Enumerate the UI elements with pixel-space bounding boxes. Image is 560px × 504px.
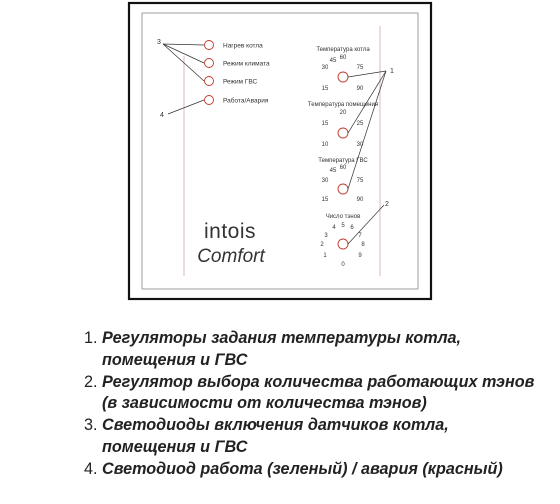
- callout-label: 1: [390, 68, 394, 75]
- legend-item: [66, 415, 536, 459]
- dial-tick: 20: [339, 110, 347, 116]
- dial-boiler-temp: [316, 47, 370, 92]
- dial-tick: 15: [321, 197, 329, 203]
- dial-knob: [338, 239, 348, 249]
- dial-tick: 7: [358, 233, 362, 239]
- callout-label: 3: [157, 39, 161, 46]
- legend-number: 2.: [84, 372, 98, 391]
- inner-panel: [142, 13, 418, 289]
- dial-tick: 90: [356, 197, 364, 203]
- dial-tick: 60: [339, 165, 347, 171]
- legend-text: Светодиоды включения датчиков котла, помещения и ГВС: [102, 416, 449, 456]
- dial-knob: [338, 184, 348, 194]
- dial-title: Температура ГВС: [318, 158, 368, 164]
- dial-tick: 0: [341, 262, 345, 268]
- legend-item: [66, 459, 536, 481]
- outer-frame: [129, 3, 431, 299]
- legend-item: [66, 372, 536, 416]
- dial-tick: 45: [329, 168, 337, 174]
- dial-tick: 5: [341, 223, 345, 229]
- dial-tick: 45: [329, 58, 337, 64]
- dial-knob: [338, 72, 348, 82]
- legend-list: [66, 328, 536, 481]
- dial-title: Число тэнов: [325, 214, 361, 220]
- led-work-fault: [205, 96, 214, 105]
- dial-tick: 1: [323, 253, 327, 259]
- led-label-work-fault: Работа/Авария: [223, 97, 269, 105]
- dial-tick: 25: [356, 121, 364, 127]
- dial-tick: 6: [350, 225, 354, 231]
- dial-title: Температура помещения: [307, 102, 379, 108]
- dial-tick: 30: [321, 65, 329, 71]
- brand-logo: intois: [203, 220, 257, 243]
- dial-dhw-temp: [318, 158, 368, 203]
- model-name: Comfort: [197, 246, 265, 267]
- legend-number: 4.: [84, 459, 98, 478]
- dial-tick: 15: [321, 121, 329, 127]
- led-label-boiler-heat: Нагрев котла: [223, 42, 263, 50]
- dial-tick: 90: [356, 86, 364, 92]
- dial-tick: 30: [321, 178, 329, 184]
- legend-text: Регулятор выбора количества работающих тэнов (в зависимости от количества тэнов): [102, 372, 535, 413]
- led-boiler-heat: [205, 41, 214, 50]
- dial-tick: 9: [358, 253, 362, 259]
- dial-title: Температура котла: [316, 47, 370, 53]
- dial-tick: 8: [361, 242, 365, 248]
- dial-tick: 2: [320, 242, 324, 248]
- dial-tick: 10: [321, 142, 329, 148]
- dial-tick: 75: [356, 178, 364, 184]
- dial-knob: [338, 128, 348, 138]
- legend-text: Светодиод работа (зеленый) / авария (красный): [102, 459, 503, 478]
- indicator-group: [205, 41, 271, 105]
- dial-heater-count: [320, 214, 365, 268]
- led-dhw-mode: [205, 77, 214, 86]
- callout-label: 2: [385, 201, 389, 208]
- led-climate-mode: [205, 59, 214, 68]
- legend-item: [66, 328, 536, 372]
- dial-tick: 75: [356, 65, 364, 71]
- legend-number: 3.: [84, 416, 98, 435]
- dial-tick: 4: [332, 225, 336, 231]
- legend-number: 1.: [84, 329, 98, 347]
- dial-tick: 15: [321, 86, 329, 92]
- dial-tick: 30: [356, 142, 364, 148]
- callout-label: 4: [160, 112, 164, 119]
- dial-tick: 60: [339, 55, 347, 61]
- dial-room-temp: [308, 102, 378, 148]
- legend-text: Регуляторы задания температуры котла, помещения и ГВС: [102, 329, 462, 369]
- led-label-dhw-mode: Режим ГВС: [223, 78, 258, 86]
- dial-tick: 3: [324, 233, 328, 239]
- led-label-climate-mode: Режим климата: [223, 60, 270, 68]
